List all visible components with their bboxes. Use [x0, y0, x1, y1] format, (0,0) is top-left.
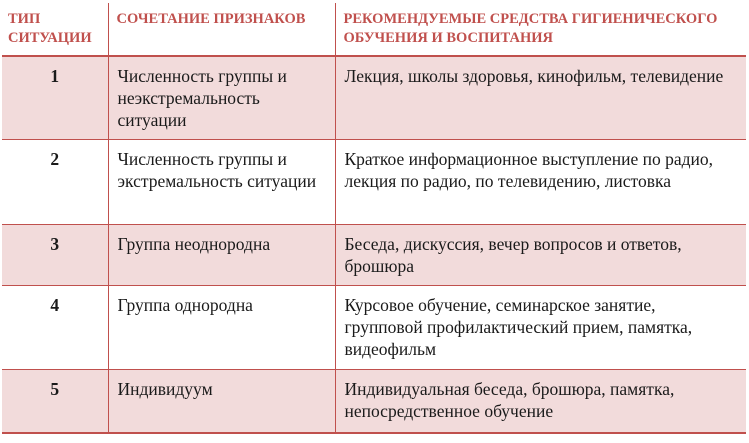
table-header — [2, 3, 746, 56]
recommended-means-cell: Курсовое обучение, семинарское занятие, групповой профилактический прием, памятка, видеофильм — [335, 286, 746, 370]
header-row — [2, 3, 746, 56]
header-feature-combination: СОЧЕТАНИЕ ПРИЗНАКОВ — [108, 3, 335, 56]
feature-combination-cell: Группа неоднородна — [108, 225, 335, 286]
feature-combination-cell: Численность группы и экстремальность ситуации — [108, 140, 335, 225]
table-body — [2, 56, 746, 433]
feature-combination-cell: Численность группы и неэкстремальность ситуации — [108, 56, 335, 140]
situation-type-cell: 1 — [2, 56, 108, 140]
recommended-means-cell: Беседа, дискуссия, вечер вопросов и ответов, брошюра — [335, 225, 746, 286]
hygiene-education-table-container — [2, 3, 746, 434]
header-recommended-means: РЕКОМЕНДУЕМЫЕ СРЕДСТВА ГИГИЕНИЧЕСКОГО ОБУЧЕНИЯ И ВОСПИТАНИЯ — [335, 3, 746, 56]
situation-type-cell: 3 — [2, 225, 108, 286]
table-row — [2, 56, 746, 140]
recommended-means-cell: Лекция, школы здоровья, кинофильм, телевидение — [335, 56, 746, 140]
recommended-means-cell: Индивидуальная беседа, брошюра, памятка, непосредственное обучение — [335, 370, 746, 433]
table-row — [2, 140, 746, 225]
recommended-means-cell: Краткое информационное выступление по радио, лекция по радио, по телевидению, листовка — [335, 140, 746, 225]
hygiene-education-table — [2, 3, 746, 434]
feature-combination-cell: Группа однородна — [108, 286, 335, 370]
situation-type-cell: 4 — [2, 286, 108, 370]
situation-type-cell: 5 — [2, 370, 108, 433]
table-row — [2, 370, 746, 433]
table-row — [2, 225, 746, 286]
table-row — [2, 286, 746, 370]
feature-combination-cell: Индивидуум — [108, 370, 335, 433]
situation-type-cell: 2 — [2, 140, 108, 225]
header-situation-type: ТИП СИТУАЦИИ — [2, 3, 108, 56]
